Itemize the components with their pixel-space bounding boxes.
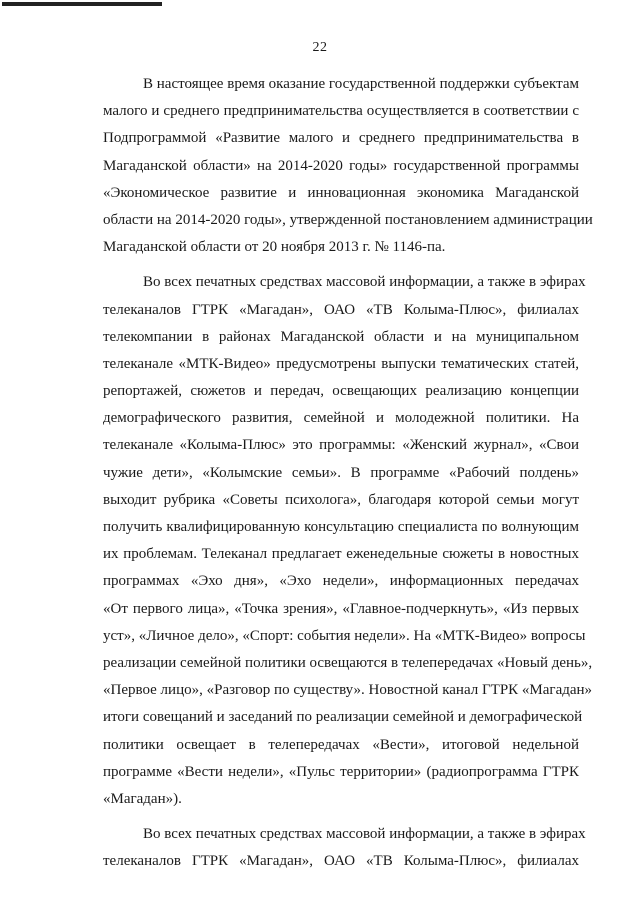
text-line: программах «Эхо дня», «Эхо недели», информационных передачах (103, 573, 579, 590)
text-line: телеканалов ГТРК «Магадан», ОАО «ТВ Колыма-Плюс», филиалах (103, 301, 579, 318)
text-line: «От первого лица», «Точка зрения», «Главное-подчеркнуть», «Из первых (103, 600, 579, 617)
text-line: «Экономическое развитие и инновационная экономика Магаданской (103, 184, 579, 201)
paragraph-1 (103, 71, 593, 261)
text-line: чужие дети», «Колымские семьи». В программе «Рабочий полдень» (103, 464, 579, 481)
text-line: политики освещает в телепередачах «Вести», итоговой недельной (103, 736, 579, 753)
text-line: получить квалифицированную консультацию специалиста по волнующим (103, 519, 579, 535)
text-line: области на 2014-2020 годы», утвержденной постановлением администрации (103, 211, 593, 228)
text-line: телеканале «МТК-Видео» предусмотрены выпуски тематических статей, (103, 355, 579, 372)
text-line: репортажей, сюжетов и передач, освещающих реализацию концепции (103, 383, 579, 400)
paragraph-3 (103, 821, 586, 875)
text-line: Подпрограммой «Развитие малого и среднего предпринимательства в (103, 130, 579, 147)
text-line: В настоящее время оказание государственной поддержки субъектам (143, 76, 579, 92)
text-line: телеканалов ГТРК «Магадан», ОАО «ТВ Колыма-Плюс», филиалах (103, 853, 579, 870)
text-line: уст», «Личное дело», «Спорт: события недели». На «МТК-Видео» вопросы (103, 627, 586, 644)
text-line: программе «Вести недели», «Пульс территории» (радиопрограмма ГТРК (103, 763, 579, 780)
text-line: «Магадан»). (103, 790, 182, 807)
text-line: малого и среднего предпринимательства осуществляется в соответствии с (103, 103, 579, 120)
text-line: выходит рубрика «Советы психолога», благодаря которой семьи могут (103, 491, 579, 508)
paragraph-2 (103, 269, 593, 813)
text-line: «Первое лицо», «Разговор по существу». Новостной канал ГТРК «Магадан» (103, 682, 593, 699)
text-line: реализации семейной политики освещаются в телепередачах «Новый день», (103, 654, 593, 671)
page-number: 22 (312, 40, 328, 55)
text-line: Магаданской области от 20 ноября 2013 г. № 1146-па. (103, 239, 446, 256)
text-line: итоги совещаний и заседаний по реализации семейной и демографической (103, 709, 583, 726)
scan-edge-mark (2, 2, 162, 6)
text-line: их проблемам. Телеканал предлагает еженедельные сюжеты в новостных (103, 546, 579, 563)
text-line: Во всех печатных средствах массовой информации, а также в эфирах (143, 826, 586, 843)
text-line: телекомпании в районах Магаданской области и на муниципальном (103, 328, 579, 345)
text-line: Во всех печатных средствах массовой информации, а также в эфирах (143, 274, 586, 291)
text-line: Магаданской области» на 2014-2020 годы» государственной программы (103, 157, 579, 174)
text-line: телеканале «Колыма-Плюс» это программы: «Женский журнал», «Свои (103, 437, 579, 454)
text-line: демографического развития, семейной и молодежной политики. На (103, 410, 579, 427)
document-body (103, 71, 593, 875)
